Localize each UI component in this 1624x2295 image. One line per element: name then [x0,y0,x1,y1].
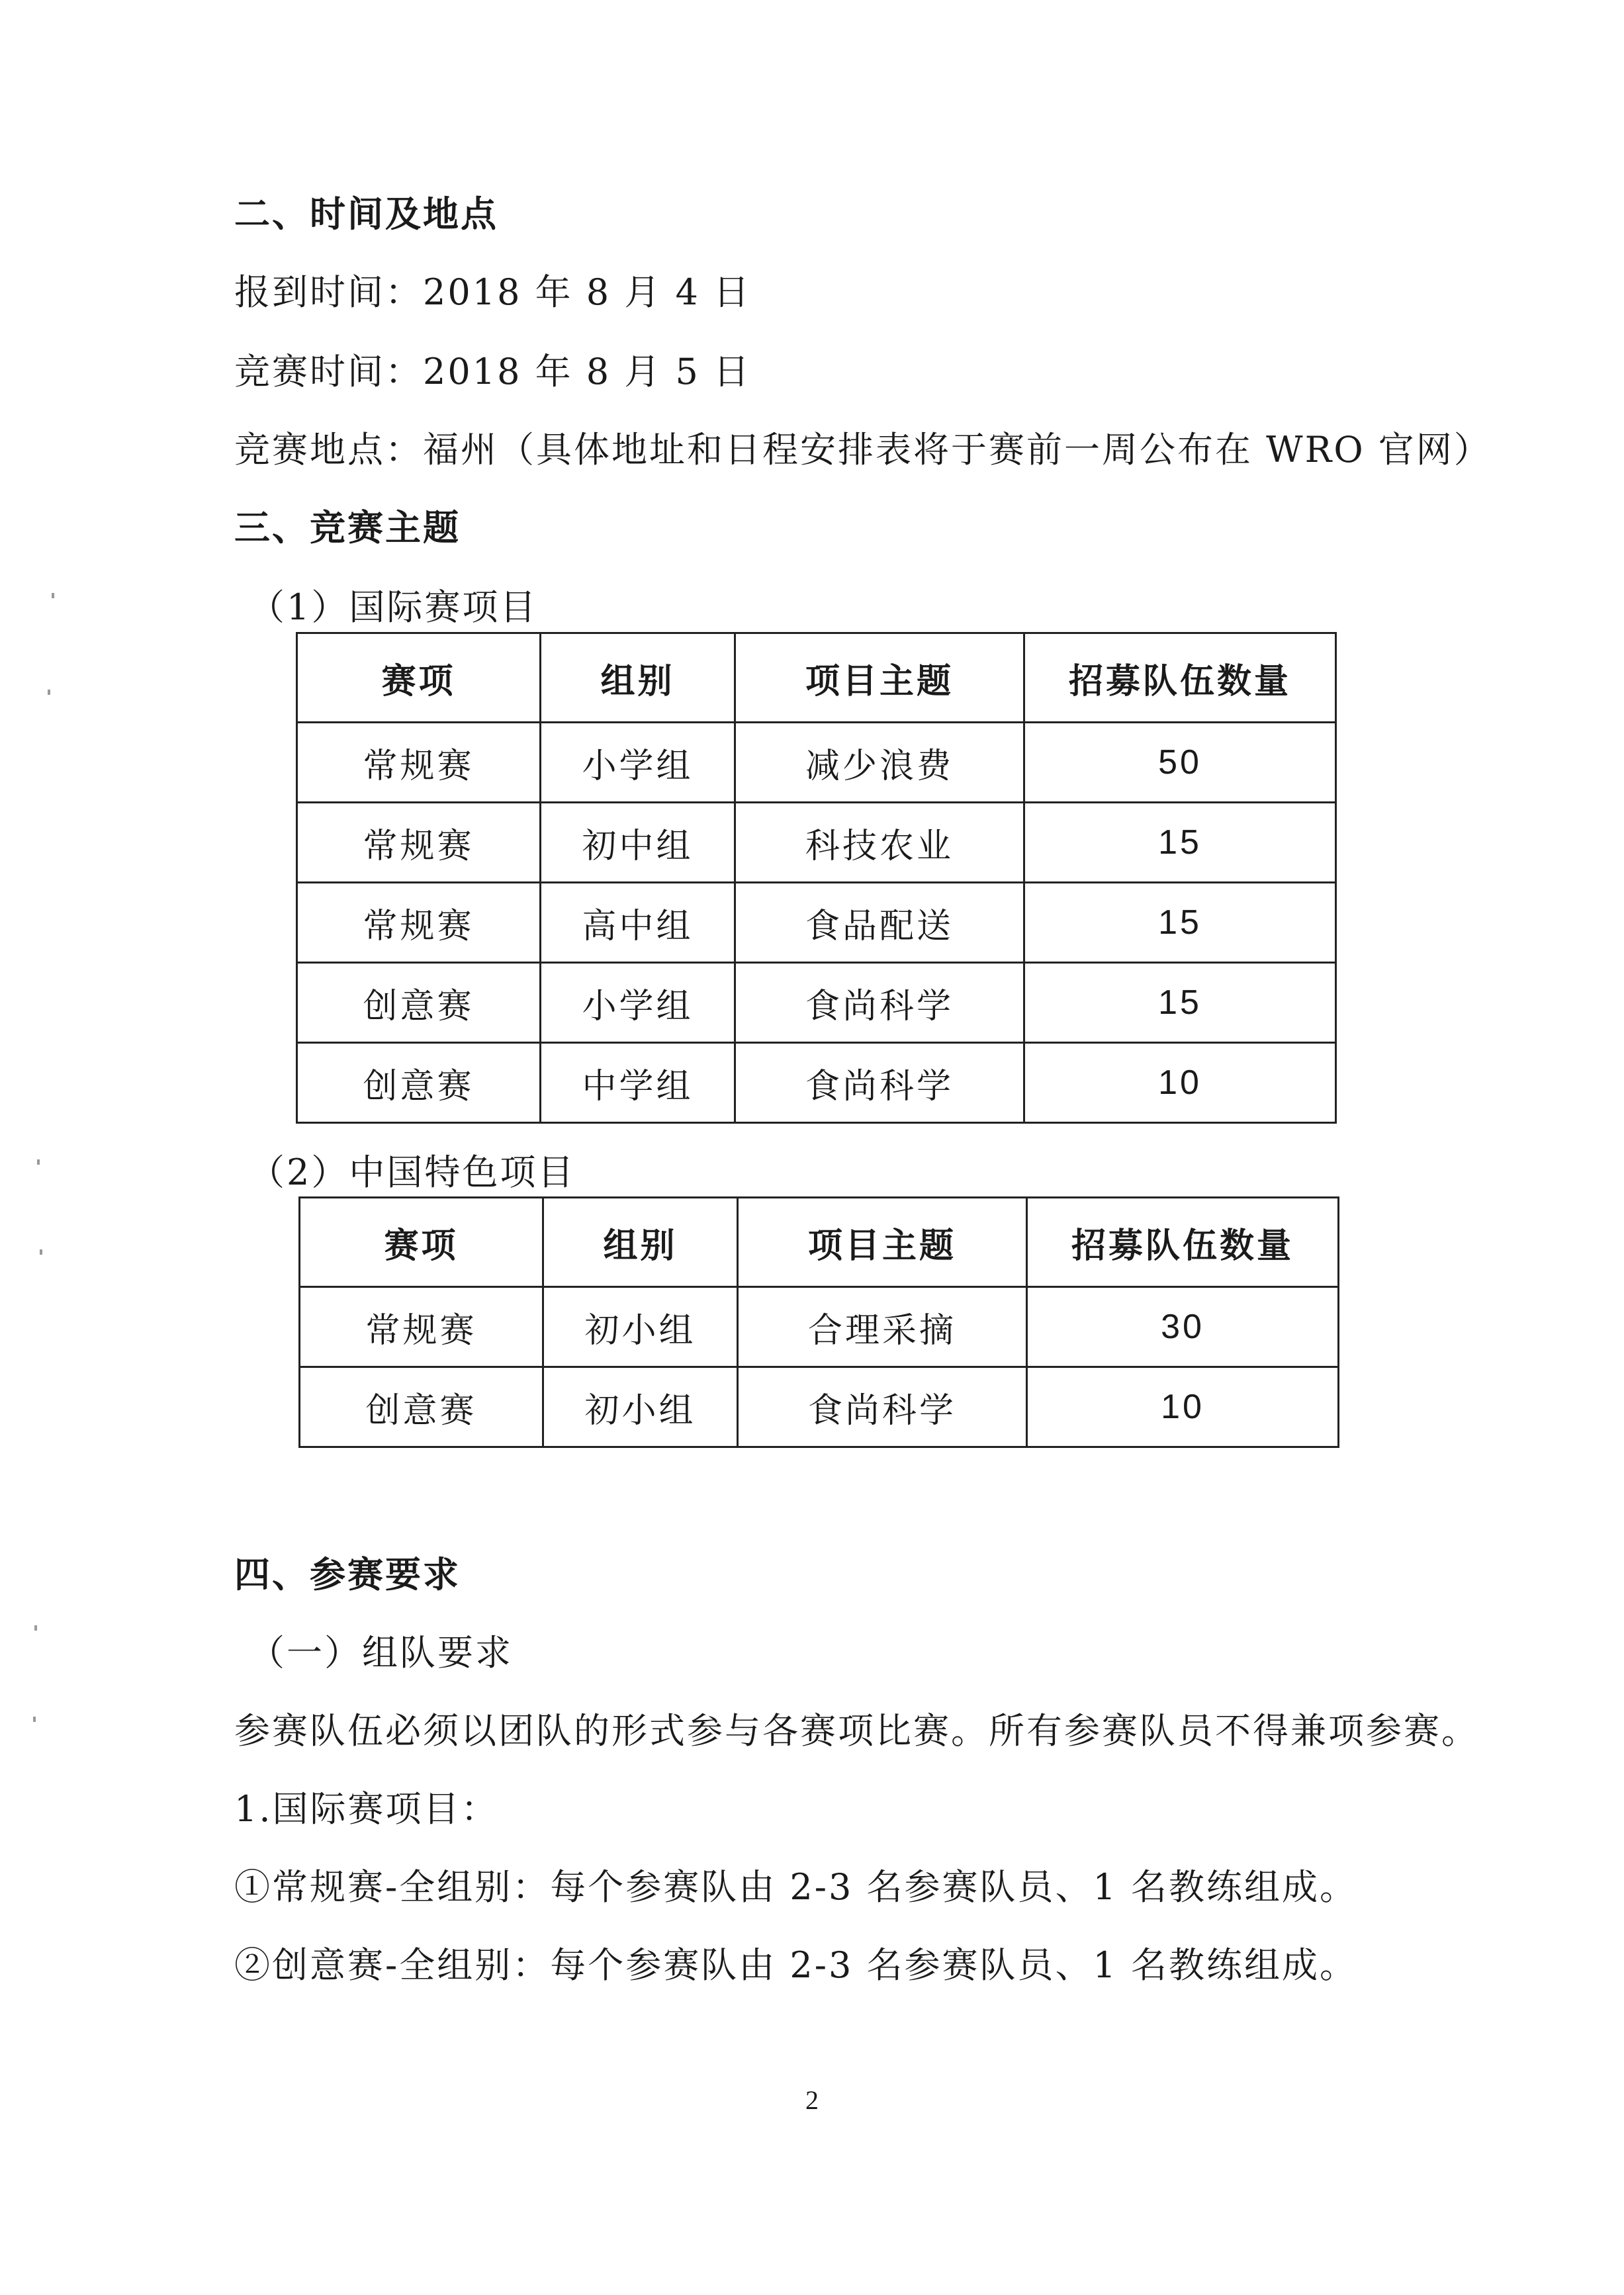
header-event: 赛项 [300,1198,543,1287]
section-heading-requirements: 四、参赛要求 [234,1554,461,1596]
cell-group: 初中组 [541,803,735,883]
table-row [297,1043,1336,1123]
table-row [297,883,1336,963]
table-caption-china: （2）中国特色项目 [249,1151,576,1193]
section-heading-time-place: 二、时间及地点 [234,193,498,235]
team-requirements-text: 参赛队伍必须以团队的形式参与各赛项比赛。所有参赛队员不得兼项参赛。 [234,1710,1479,1752]
scan-speck [40,1249,42,1255]
header-topic: 项目主题 [735,633,1024,723]
cell-topic: 科技农业 [735,803,1024,883]
cell-team-count: 10 [1024,1043,1336,1123]
cell-event: 常规赛 [297,723,541,803]
scan-speck [52,593,54,598]
header-topic: 项目主题 [738,1198,1027,1287]
scan-speck [34,1625,37,1631]
table-row [297,803,1336,883]
cell-topic: 食尚科学 [735,1043,1024,1123]
competition-time: 竞赛时间：2018 年 8 月 5 日 [234,351,751,392]
cell-event: 创意赛 [297,1043,541,1123]
requirement-item-regular: ①常规赛-全组别：每个参赛队由 2-3 名参赛队员、1 名教练组成。 [234,1866,1358,1908]
header-group: 组别 [543,1198,738,1287]
cell-team-count: 10 [1027,1367,1339,1447]
cell-event: 创意赛 [300,1367,543,1447]
cell-topic: 食尚科学 [738,1367,1027,1447]
table-caption-international: （1）国际赛项目 [249,586,538,628]
requirement-item-creative: ②创意赛-全组别：每个参赛队由 2-3 名参赛队员、1 名教练组成。 [234,1944,1358,1986]
table-row [300,1287,1339,1367]
cell-team-count: 30 [1027,1287,1339,1367]
cell-event: 常规赛 [297,803,541,883]
cell-team-count: 15 [1024,963,1336,1043]
cell-group: 小学组 [541,723,735,803]
header-team-count: 招募队伍数量 [1024,633,1336,723]
table-header-row [297,633,1336,723]
scan-speck [33,1717,36,1722]
cell-group: 初小组 [543,1367,738,1447]
header-event: 赛项 [297,633,541,723]
header-team-count: 招募队伍数量 [1027,1198,1339,1287]
table-row [300,1367,1339,1447]
cell-topic: 合理采摘 [738,1287,1027,1367]
cell-team-count: 15 [1024,803,1336,883]
header-group: 组别 [541,633,735,723]
international-events-label: 1.国际赛项目： [234,1788,499,1830]
table-row [297,723,1336,803]
cell-group: 高中组 [541,883,735,963]
cell-event: 常规赛 [297,883,541,963]
cell-topic: 食品配送 [735,883,1024,963]
cell-team-count: 15 [1024,883,1336,963]
subheading-team-requirements: （一）组队要求 [249,1632,513,1674]
table-row [297,963,1336,1043]
cell-team-count: 50 [1024,723,1336,803]
cell-group: 中学组 [541,1043,735,1123]
cell-topic: 减少浪费 [735,723,1024,803]
scan-speck [48,690,50,695]
cell-group: 小学组 [541,963,735,1043]
scan-speck [37,1159,40,1165]
checkin-time: 报到时间：2018 年 8 月 4 日 [234,271,751,313]
section-heading-theme: 三、竞赛主题 [234,507,461,549]
cell-topic: 食尚科学 [735,963,1024,1043]
table-header-row [300,1198,1339,1287]
competition-location: 竞赛地点：福州（具体地址和日程安排表将于赛前一周公布在 WRO 官网） [234,429,1492,471]
cell-group: 初小组 [543,1287,738,1367]
international-events-table [296,632,1337,1124]
china-events-table [298,1196,1339,1448]
cell-event: 常规赛 [300,1287,543,1367]
page-number: 2 [805,2085,819,2115]
cell-event: 创意赛 [297,963,541,1043]
